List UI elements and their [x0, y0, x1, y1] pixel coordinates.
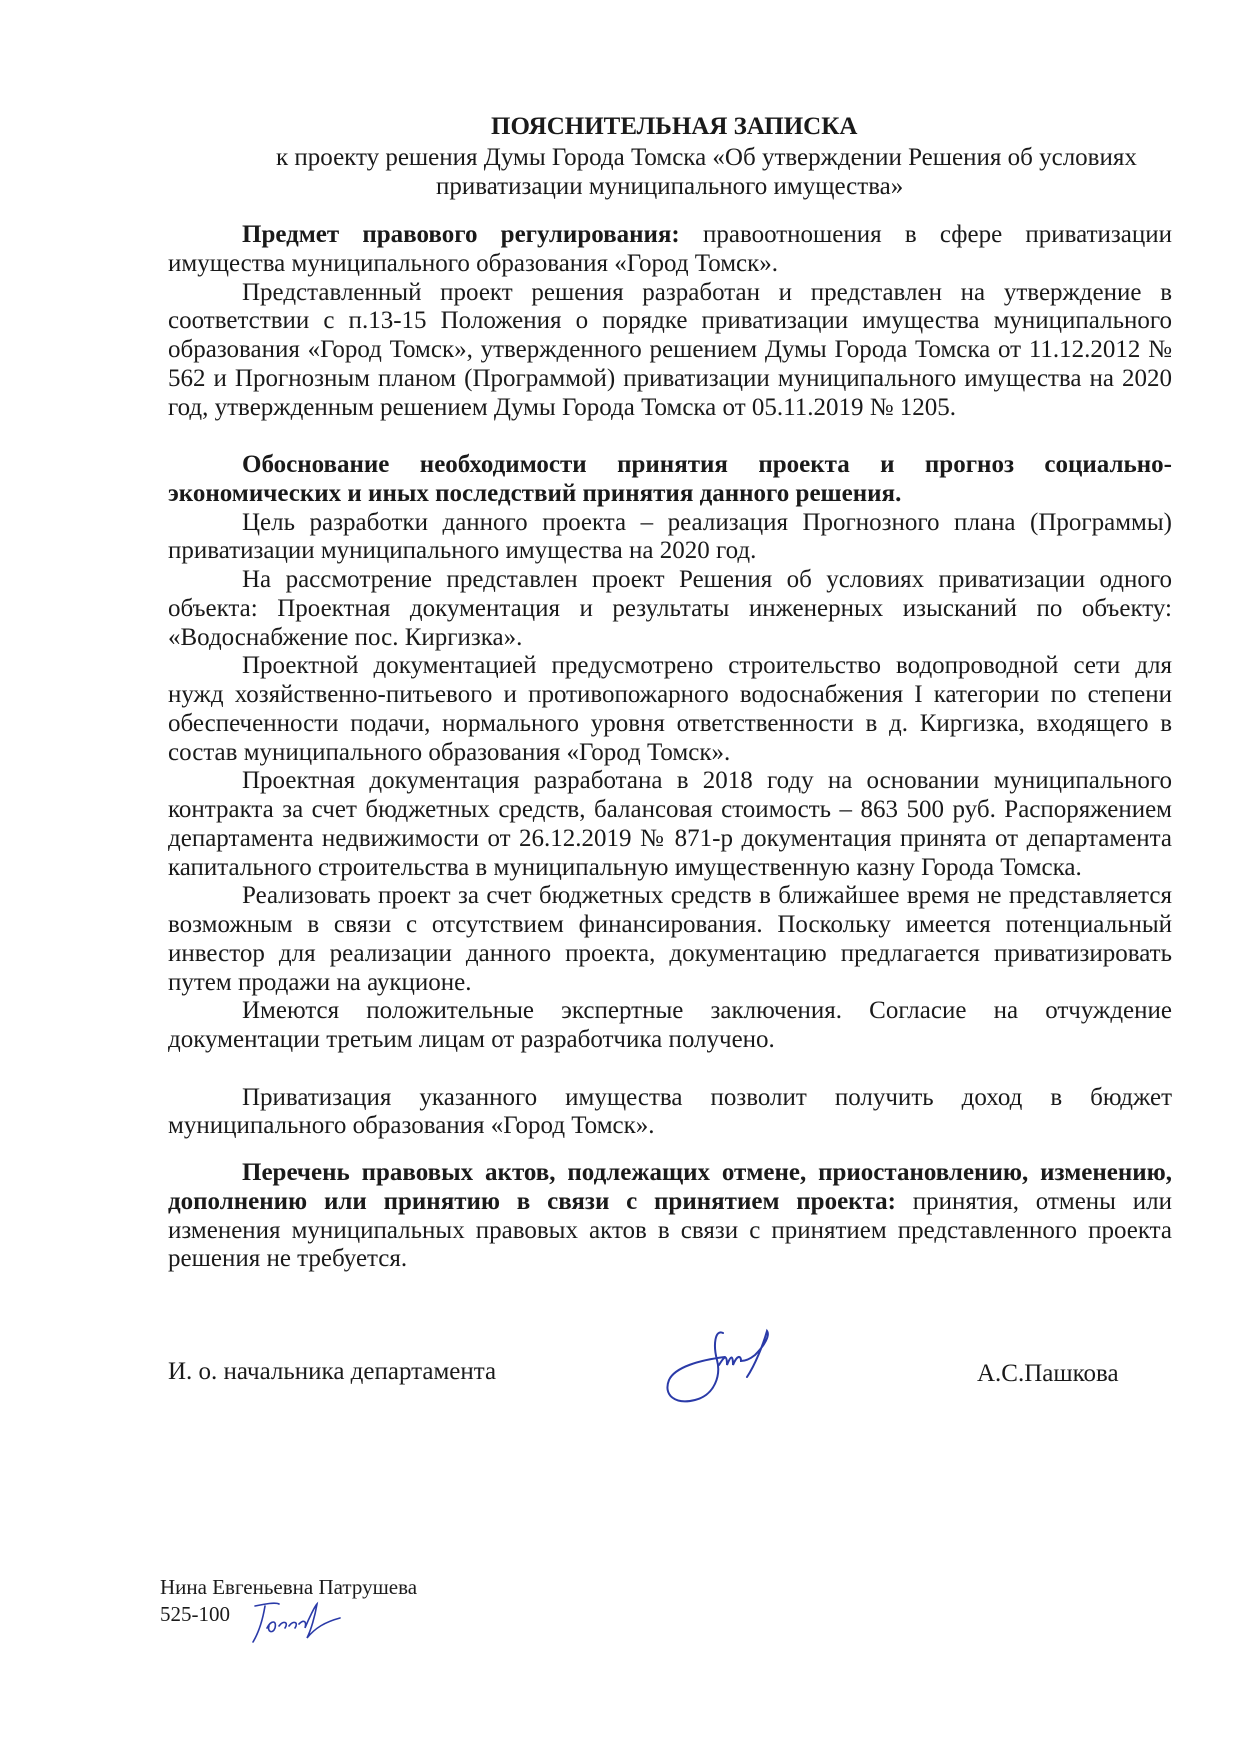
document-subtitle-line1: к проекту решения Думы Города Томска «Об утверждении Решения об условиях [276, 144, 1137, 171]
paragraph-funding: Реализовать проект за счет бюджетных средств в ближайшее время не представляется возможным в связи с отсутствием финансирования. Поскольку имеется потенциальный инвестор для реализации данного проекта, документацию предлагается приватизировать путем продажи на аукционе. [168, 882, 1172, 996]
executor-phone: 525-100 [160, 1602, 230, 1626]
paragraph-cost: Проектная документация разработана в 2018 году на основании муниципального контракта за счет бюджетных средств, балансовая стоимость – 863 500 руб. Распоряжением департамента недвижимости от 26.12.2019 № 871-р документация принята от департамента капитального строительства в муниципальную имущественную казну Города Томска. [168, 767, 1172, 881]
justification-heading: Обоснование необходимости принятия проекта и прогноз социально-экономических и иных последствий принятия данного решения. [168, 451, 1172, 507]
subject-text: правоотношения в сфере приватизации имущества муниципального образования «Город Томск». [168, 221, 1172, 277]
document-subtitle-line2: приватизации муниципального имущества» [436, 173, 904, 200]
document-body [168, 221, 1172, 1274]
paragraph-acts [168, 1159, 1172, 1274]
section-heading-justification [168, 451, 1172, 509]
executor-name: Нина Евгеньевна Патрушева [160, 1575, 418, 1599]
document-title: ПОЯСНИТЕЛЬНАЯ ЗАПИСКА [491, 113, 858, 140]
paragraph-design: Проектной документацией предусмотрено строительство водопроводной сети для нужд хозяйственно-питьевого и противопожарного водоснабжения I категории по степени обеспеченности подачи, нормального уровня ответственности в д. Киргизка, входящего в состав муниципального образования «Город Томск». [168, 652, 1172, 766]
paragraph-object: На рассмотрение представлен проект Решения об условиях приватизации одного объекта: Проектная документация и результаты инженерных изысканий по объекту: «Водоснабжение пос. Киргизка». [168, 566, 1172, 651]
executor-signature-image [245, 1598, 365, 1648]
signatory-role: И. о. начальника департамента [168, 1358, 497, 1385]
paragraph-goal: Цель разработки данного проекта – реализация Прогнозного плана (Программы) приватизации муниципального имущества на 2020 год. [168, 508, 1172, 565]
paragraph-basis: Представленный проект решения разработан и представлен на утверждение в соответствии с п.13-15 Положения о порядке приватизации имущества муниципального образования «Город Томск», утвержденного решением Думы Города Томска от 11.12.2012 № 562 и Прогнозным планом (Программой) приватизации муниципального имущества на 2020 год, утвержденным решением Думы Города Томска от 05.11.2019 № 1205. [168, 278, 1172, 421]
signature-image [655, 1325, 795, 1405]
paragraph-income: Приватизация указанного имущества позволит получить доход в бюджет муниципального образования «Город Томск». [168, 1083, 1172, 1140]
acts-text: принятия, отмены или изменения муниципальных правовых актов в связи с принятием представленного проекта решения не требуется. [168, 1187, 1172, 1273]
subject-heading: Предмет правового регулирования: [242, 221, 680, 248]
acts-heading: Перечень правовых актов, подлежащих отмене, приостановлению, изменению, дополнению или принятию в связи с принятием проекта: [168, 1159, 1172, 1215]
paragraph-expert: Имеются положительные экспертные заключения. Согласие на отчуждение документации третьим лицам от разработчика получено. [168, 997, 1172, 1053]
paragraph-subject [168, 221, 1172, 279]
signatory-name: А.С.Пашкова [977, 1360, 1119, 1387]
